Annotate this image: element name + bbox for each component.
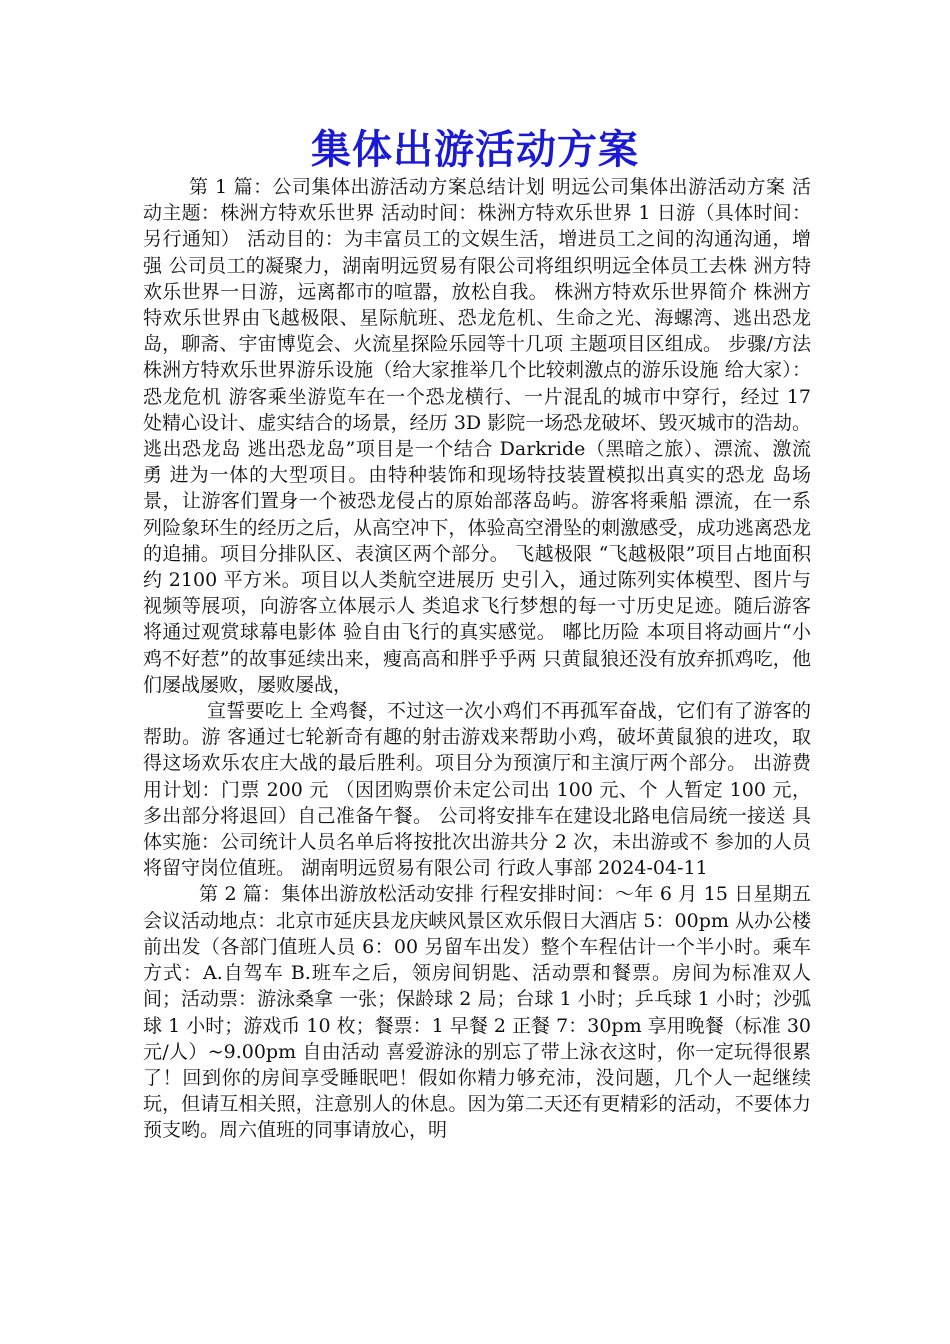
paragraph-3: 第 2 篇：集体出游放松活动安排 行程安排时间：～年 6 月 15 日星期五会议活动地点：北京市延庆县龙庆峡风景区欢乐假日大酒店 5：00pm 从办公楼前出发（各部门值班人员 6：00 另留车出发）整个车程估计一个半小时。乘车方式：A.自驾车 B.班车之后，领房间钥匙、活动票和餐票。房间为标准双人间；活动票：游泳桑拿 一张；保龄球 2 局；台球 1 小时；乒乓球 1 小时；沙弧球 1 小时；游戏币 10 枚；餐票：1 早餐 2 正餐 7：30pm 享用晚餐（标准 30 元/人）~9.00pm 自由活动 喜爱游泳的别忘了带上泳衣这时，你一定玩得很累了！回到你的房间享受睡眠吧！假如你精力够充沛，没问题，几个人一起继续玩，但请互相关照，注意别人的休息。因为第二天还有更精彩的活动，不要体力预支哟。周六值班的同事请放心，明 <box>143 883 811 1142</box>
paragraph-2: 宣誓要吃上 全鸡餐，不过这一次小鸡们不再孤军奋战，它们有了游客的帮助。游 客通过七轮新奇有趣的射击游戏来帮助小鸡，破坏黄鼠狼的进攻，取 得这场欢乐农庄大战的最后胜利。项目分为预演厅和主演厅两个部分。 出游费用计划：门票 200 元 （因团购票价未定公司出 100 元、个 人暂定 100 元，多出部分将退回）自己准备午餐。 公司将安排车在建设北路电信局统一接送 具体实施：公司统计人员名单后将按批次出游共分 2 次，未出游或不 参加的人员将留守岗位值班。 湖南明远贸易有限公司 行政人事部 2024-04-11 <box>143 700 811 880</box>
document-title: 集体出游活动方案 <box>311 126 639 173</box>
document-body <box>143 174 811 1144</box>
paragraph-1: 第 1 篇：公司集体出游活动方案总结计划 明远公司集体出游活动方案 活动主题：株洲方特欢乐世界 活动时间：株洲方特欢乐世界 1 日游（具体时间：另行通知） 活动目的：为丰富员工的文娱生活，增进员工之间的沟通沟通，增强 公司员工的凝聚力，湖南明远贸易有限公司将组织明远全体员工去株 洲方特欢乐世界一日游，远离都市的喧嚣，放松自我。 株洲方特欢乐世界简介 株洲方特欢乐世界由飞越极限、星际航班、恐龙危机、生命之光、海螺湾、逃出恐龙岛，聊斋、宇宙博览会、火流星探险乐园等十几项 主题项目区组成。 步骤/方法 株洲方特欢乐世界游乐设施（给大家推举几个比较刺激点的游乐设施 给大家）： 恐龙危机 游客乘坐游览车在一个恐龙横行、一片混乱的城市中穿行，经过 17 处精心设计、虚实结合的场景，经历 3D 影院一场恐龙破坏、毁灭城市的浩劫。 逃出恐龙岛 逃出恐龙岛”项目是一个结合 Darkride（黑暗之旅）、漂流、激流勇 进为一体的大型项目。由特种装饰和现场特技装置模拟出真实的恐龙 岛场景，让游客们置身一个被恐龙侵占的原始部落岛屿。游客将乘船 漂流，在一系列险象环生的经历之后，从高空冲下，体验高空滑坠的刺激感受，成功逃离恐龙的追捕。项目分排队区、表演区两个部分。 飞越极限 “飞越极限”项目占地面积约 2100 平方米。项目以人类航空进展历 史引入，通过陈列实体模型、图片与视频等展项，向游客立体展示人 类追求飞行梦想的每一寸历史足迹。随后游客将通过观赏球幕电影体 验自由飞行的真实感觉。 嘟比历险 本项目将动画片“小鸡不好惹”的故事延续出来，瘦高高和胖乎乎两 只黄鼠狼还没有放弃抓鸡吃，他们屡战屡败，屡败屡战， <box>143 176 811 696</box>
